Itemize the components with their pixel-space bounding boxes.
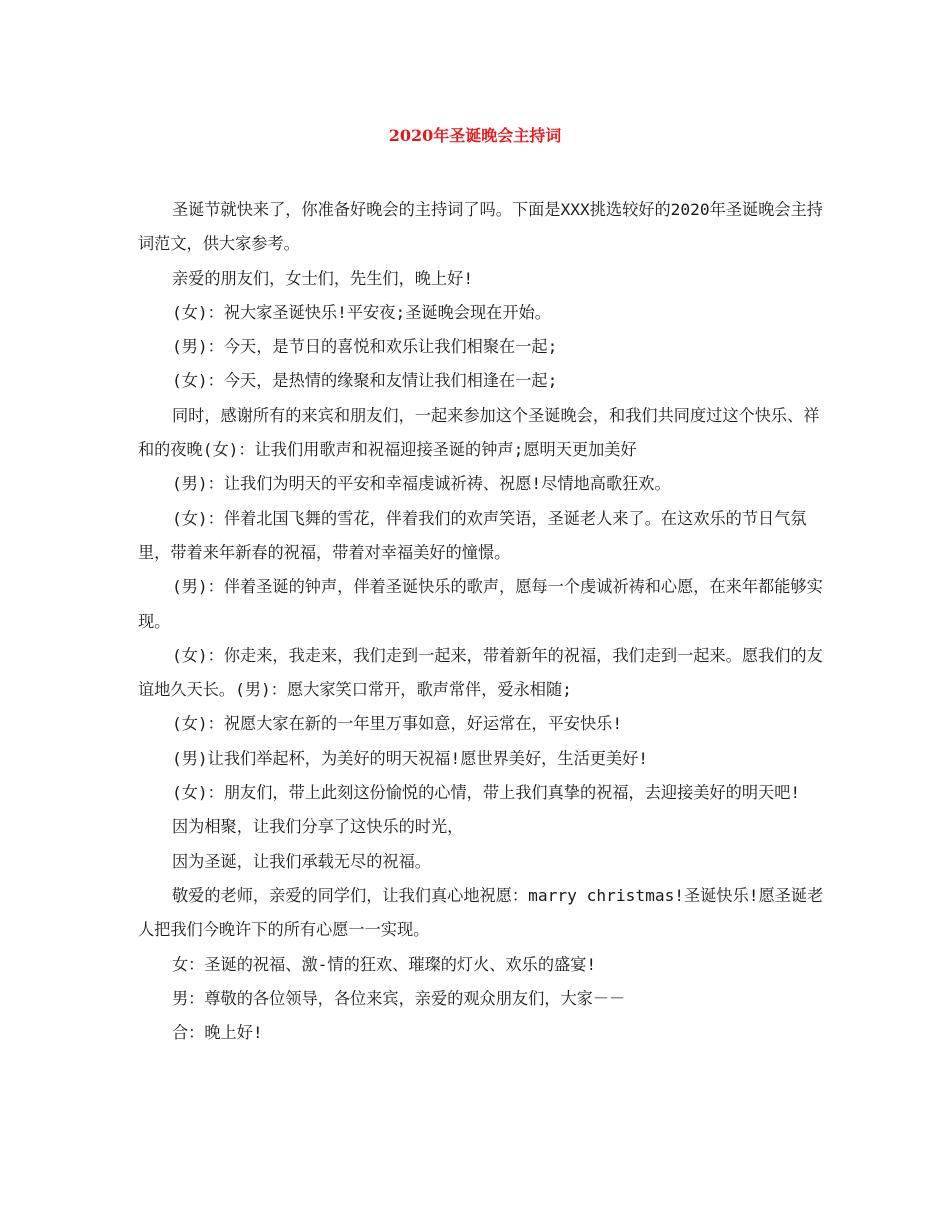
document-title: 2020年圣诞晚会主持词 xyxy=(388,126,562,145)
document-body xyxy=(138,193,828,1050)
paragraph: (男)：今天，是节日的喜悦和欢乐让我们相聚在一起; xyxy=(172,337,558,357)
paragraph: (男)：伴着圣诞的钟声，伴着圣诞快乐的歌声，愿每一个虔诚祈祷和心愿，在来年都能够实现。 xyxy=(138,577,823,631)
paragraph: (男)让我们举起杯，为美好的明天祝福!愿世界美好，生活更美好! xyxy=(172,748,649,768)
paragraph-closing: 合：晚上好! xyxy=(172,1023,263,1043)
paragraph: 因为相聚，让我们分享了这快乐的时光， xyxy=(172,817,464,837)
paragraph: 因为圣诞，让我们承载无尽的祝福。 xyxy=(172,851,431,871)
paragraph: 男：尊敬的各位领导，各位来宾，亲爱的观众朋友们，大家－－ xyxy=(172,988,626,1008)
paragraph-intro: 圣诞节就快来了，你准备好晚会的主持词了吗。下面是XXX挑选较好的2020年圣诞晚会主持词范文，供大家参考。 xyxy=(138,200,823,254)
paragraph: 同时，感谢所有的来宾和朋友们，一起来参加这个圣诞晚会，和我们共同度过这个快乐、祥和的夜晚(女)：让我们用歌声和祝福迎接圣诞的钟声;愿明天更加美好 xyxy=(138,405,820,460)
paragraph: 女：圣诞的祝福、激-情的狂欢、璀璨的灯火、欢乐的盛宴! xyxy=(172,954,597,974)
paragraph: (女)：你走来，我走来，我们走到一起来，带着新年的祝福，我们走到一起来。愿我们的友谊地久天长。(男)：愿大家笑口常开，歌声常伴，爱永相随; xyxy=(138,645,823,700)
paragraph-greeting: 亲爱的朋友们，女士们，先生们，晚上好! xyxy=(172,268,474,288)
paragraph: (女)：朋友们，带上此刻这份愉悦的心情，带上我们真挚的祝福，去迎接美好的明天吧! xyxy=(172,783,801,803)
paragraph: (女)：今天，是热情的缘聚和友情让我们相逢在一起; xyxy=(172,371,558,391)
paragraph: (女)：祝大家圣诞快乐!平安夜;圣诞晚会现在开始。 xyxy=(172,302,551,322)
paragraph: (女)：伴着北国飞舞的雪花，伴着我们的欢声笑语，圣诞老人来了。在这欢乐的节日气氛里，带着来年新春的祝福，带着对幸福美好的憧憬。 xyxy=(138,508,807,562)
paragraph: (女)：祝愿大家在新的一年里万事如意，好运常在，平安快乐! xyxy=(172,714,623,734)
paragraph: (男)：让我们为明天的平安和幸福虔诚祈祷、祝愿!尽情地高歌狂欢。 xyxy=(172,474,671,494)
paragraph: 敬爱的老师，亲爱的同学们，让我们真心地祝愿：marry christmas!圣诞快乐!愿圣诞老人把我们今晚许下的所有心愿一一实现。 xyxy=(138,885,824,940)
